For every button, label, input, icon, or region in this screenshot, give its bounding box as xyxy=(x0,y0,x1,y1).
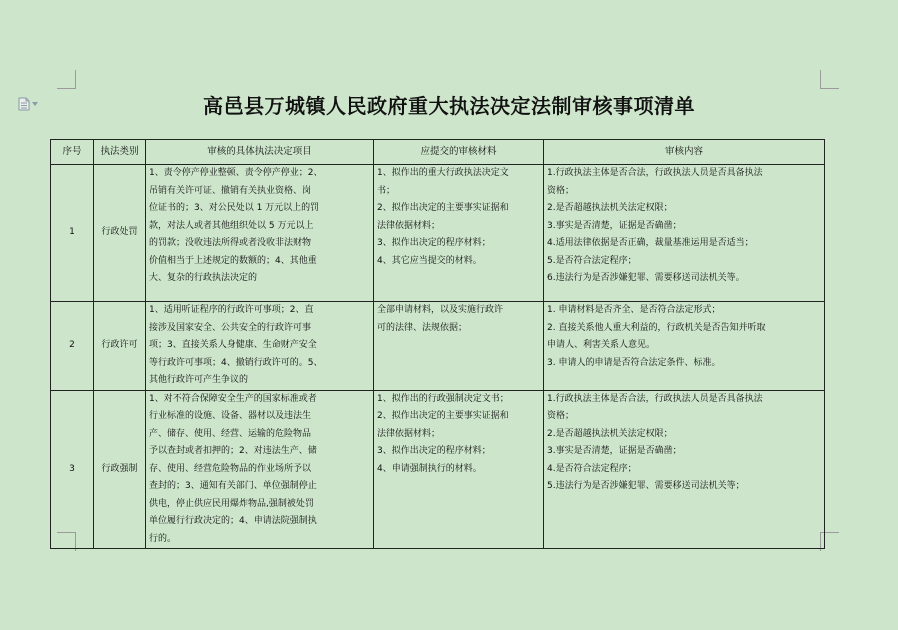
cell-materials-line: 可的法律、法规依据； xyxy=(377,322,468,333)
cell-content-line: 申请人、利害关系人意见。 xyxy=(547,340,656,350)
cell-materials xyxy=(374,165,544,302)
table-row xyxy=(51,390,825,549)
cell-materials-line: 法律依据材料； xyxy=(377,220,441,231)
cell-items-line: 单位履行行政决定的；4、申请法院强制执 xyxy=(149,516,317,526)
cell-materials-line: 法律依据材料； xyxy=(377,428,441,439)
cell-items-line: 位证书的；3、对公民处以 1 万元以上的罚 xyxy=(149,203,320,213)
cell-content-line: 2.是否超越执法机关法定权限； xyxy=(547,203,673,213)
cell-materials-line: 4、其它应当提交的材料。 xyxy=(377,255,482,266)
cell-content-line: 2.是否超越执法机关法定权限； xyxy=(547,428,673,439)
cell-items xyxy=(146,302,374,391)
cell-items-line: 的罚款；没收违法所得或者没收非法财物 xyxy=(149,238,312,248)
cell-content-line: 3.事实是否清楚，证据是否确凿； xyxy=(547,220,682,231)
cell-items-line: 行业标准的设施、设备、器材以及违法生 xyxy=(149,411,312,421)
cell-items-line: 1、适用听证程序的行政许可事项；2、直 xyxy=(149,305,314,315)
header-content: 审核内容 xyxy=(544,140,825,165)
cell-content-line: 5.违法行为是否涉嫌犯罪、需要移送司法机关等； xyxy=(547,481,745,491)
cell-items-line: 其他行政许可产生争议的 xyxy=(149,375,249,385)
review-items-table xyxy=(50,139,825,549)
cell-items-line: 行的。 xyxy=(149,533,177,544)
cell-items xyxy=(146,390,374,549)
margin-mark-top-right xyxy=(820,70,839,89)
cell-content-line: 2. 直接关系他人重大利益的，行政机关是否告知并听取 xyxy=(547,322,766,333)
cell-category: 行政强制 xyxy=(94,390,146,549)
header-no: 序号 xyxy=(51,140,94,165)
cell-materials-line: 全部申请材料，以及实施行政许 xyxy=(377,305,504,315)
cell-materials-line: 1、拟作出的重大行政执法决定文 xyxy=(377,168,509,178)
cell-items-line: 产、储存、使用、经营、运输的危险物品 xyxy=(149,428,312,439)
cell-content xyxy=(544,390,825,549)
cell-materials-line: 3、拟作出决定的程序材料； xyxy=(377,238,491,248)
cell-content-line: 资格； xyxy=(547,411,575,421)
cell-materials xyxy=(374,390,544,549)
cell-materials-line: 2、拟作出决定的主要事实证据和 xyxy=(377,411,509,421)
cell-category: 行政处罚 xyxy=(94,165,146,302)
margin-mark-top-left xyxy=(57,70,76,89)
cell-content xyxy=(544,165,825,302)
cell-items-line: 予以查封或者扣押的；2、对违法生产、储 xyxy=(149,446,317,456)
cell-content-line: 3.事实是否清楚，证据是否确凿； xyxy=(547,446,682,456)
table-header-row xyxy=(51,140,825,165)
cell-category: 行政许可 xyxy=(94,302,146,391)
table-row xyxy=(51,165,825,302)
cell-content-line: 1.行政执法主体是否合法，行政执法人员是否具备执法 xyxy=(547,393,763,404)
cell-content-line: 4.是否符合法定程序； xyxy=(547,463,637,474)
cell-items-line: 等行政许可事项；4、撤销行政许可的。5、 xyxy=(149,357,323,368)
cell-materials-line: 3、拟作出决定的程序材料； xyxy=(377,446,491,456)
cell-items xyxy=(146,165,374,302)
header-items: 审核的具体执法决定项目 xyxy=(146,140,374,165)
table-row xyxy=(51,302,825,391)
cell-items-line: 供电，停止供应民用爆炸物品,强制被处罚 xyxy=(149,498,314,509)
cell-content-line: 3. 申请人的申请是否符合法定条件、标准。 xyxy=(547,357,721,368)
cell-no: 3 xyxy=(51,390,94,549)
cell-items-line: 1、责令停产停业整顿、责令停产停业；2、 xyxy=(149,168,323,178)
cell-content-line: 4.适用法律依据是否正确，裁量基准运用是否适当； xyxy=(547,238,754,248)
header-category: 执法类别 xyxy=(94,140,146,165)
cell-items-line: 项；3、直接关系人身健康、生命财产安全 xyxy=(149,340,317,350)
cell-items-line: 价值相当于上述规定的数额的；4、其他重 xyxy=(149,255,317,266)
cell-items-line: 大、复杂的行政执法决定的 xyxy=(149,273,258,283)
cell-content-line: 6.违法行为是否涉嫌犯罪、需要移送司法机关等。 xyxy=(547,273,745,283)
cell-materials-line: 1、拟作出的行政强制决定文书； xyxy=(377,393,509,404)
cell-no: 2 xyxy=(51,302,94,391)
cell-content xyxy=(544,302,825,391)
page-title: 高邑县万城镇人民政府重大执法决定法制审核事项清单 xyxy=(203,94,695,118)
cell-content-line: 1. 申请材料是否齐全、是否符合法定形式； xyxy=(547,305,721,315)
cell-content-line: 5.是否符合法定程序； xyxy=(547,255,637,266)
cell-items-line: 接涉及国家安全、公共安全的行政许可事 xyxy=(149,322,312,333)
cell-content-line: 资格； xyxy=(547,185,575,196)
cell-materials xyxy=(374,302,544,391)
cell-items-line: 查封的；3、通知有关部门、单位强制停止 xyxy=(149,481,317,491)
cell-materials-line: 4、申请强制执行的材料。 xyxy=(377,463,482,474)
cell-items-line: 存、使用、经营危险物品的作业场所予以 xyxy=(149,463,312,474)
header-materials: 应提交的审核材料 xyxy=(374,140,544,165)
cell-items-line: 1、对不符合保障安全生产的国家标准或者 xyxy=(149,393,317,404)
cell-no: 1 xyxy=(51,165,94,302)
cell-items-line: 款，对法人或者其他组织处以 5 万元以上 xyxy=(149,220,314,231)
cell-content-line: 1.行政执法主体是否合法，行政执法人员是否具备执法 xyxy=(547,168,763,178)
cell-items-line: 吊销有关许可证、撤销有关执业资格、岗 xyxy=(149,185,312,196)
cell-materials-line: 2、拟作出决定的主要事实证据和 xyxy=(377,203,509,213)
cell-materials-line: 书； xyxy=(377,185,396,196)
